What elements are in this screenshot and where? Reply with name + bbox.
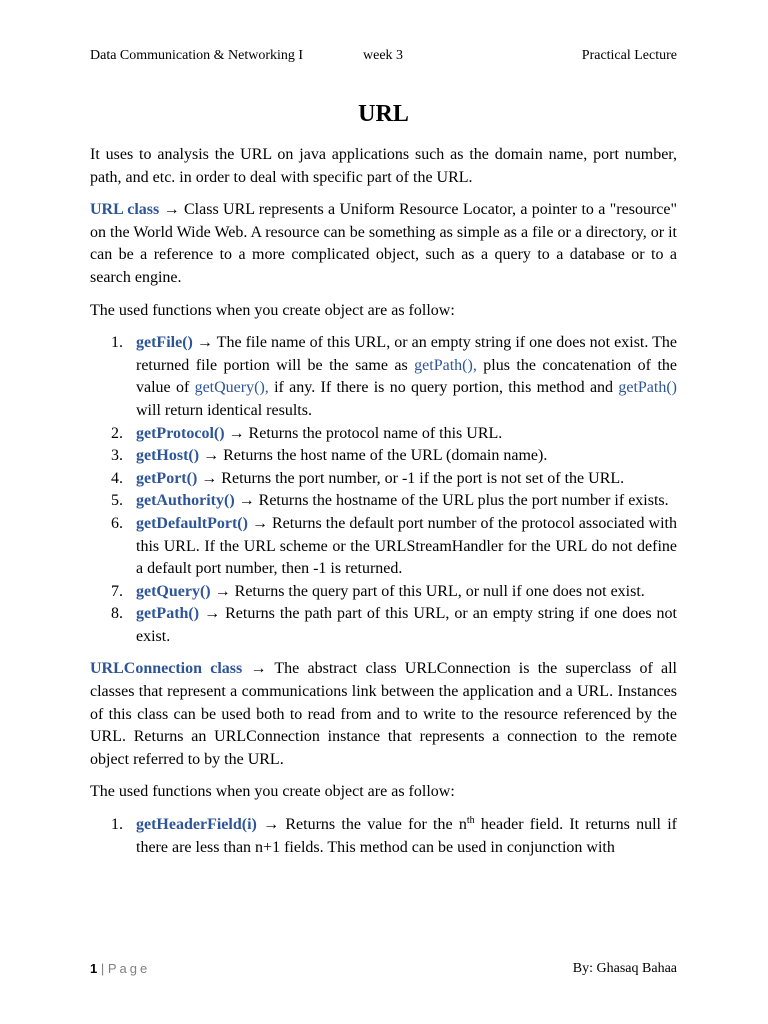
page-indicator <box>90 958 150 980</box>
document-body <box>90 96 677 869</box>
function-name: getPath() <box>136 605 200 623</box>
urlconnection-class-description: The abstract class URLConnection is the superclass of all classes that represent a communications link between the application and a URL. Instances of this class can be used both to read from and to write to the resource referenced by the URL. Returns an URLConnection instance that represents a connection to the remote object referred to by the URL. <box>90 660 678 768</box>
list-item <box>90 581 677 604</box>
arrow-icon: → <box>250 660 267 678</box>
list-number: 3. <box>111 447 123 465</box>
function-description: header field. It returns null if there are less than n+1 fields. This method can be used in conjunction with <box>136 816 678 856</box>
list-number: 7. <box>111 582 123 600</box>
page-footer <box>90 958 677 980</box>
function-name: getQuery() <box>136 582 211 600</box>
functions-intro-1: The used functions when you create object are as follow: <box>90 301 455 319</box>
intro-paragraph: It uses to analysis the URL on java applications such as the domain name, port number, path, and etc. in order to deal with specific part of the URL. <box>90 146 677 186</box>
url-class-label: URL class <box>90 201 160 219</box>
list-number: 1. <box>111 816 123 834</box>
urlconnection-class-paragraph <box>90 658 677 771</box>
function-reference: getPath(), <box>414 356 477 374</box>
function-reference: getPath() <box>618 379 677 397</box>
function-name: getHost() <box>136 447 200 465</box>
list-item <box>90 468 677 491</box>
list-item <box>90 445 677 468</box>
arrow-icon: → <box>203 447 220 465</box>
header-lecture-type: Practical Lecture <box>581 48 677 63</box>
list-number: 2. <box>111 424 123 442</box>
list-number: 6. <box>111 514 123 532</box>
header-week: week 3 <box>363 48 404 63</box>
page-separator: | <box>100 961 105 976</box>
arrow-icon: → <box>228 424 245 442</box>
url-class-paragraph <box>90 199 677 289</box>
arrow-icon: → <box>201 469 218 487</box>
urlconnection-class-label: URLConnection class <box>90 660 243 678</box>
function-name: getHeaderField(i) <box>136 816 257 834</box>
arrow-icon: → <box>204 605 221 623</box>
arrow-icon: → <box>196 334 213 352</box>
function-description: Returns the port number, or -1 if the port is not set of the URL. <box>217 469 625 487</box>
function-description: Returns the hostname of the URL plus the port number if exists. <box>254 492 669 510</box>
list-number: 1. <box>111 334 123 352</box>
document-title: URL <box>358 101 409 127</box>
list-item <box>90 513 677 581</box>
function-description: Returns the host name of the URL (domain name). <box>219 447 548 465</box>
arrow-icon: → <box>214 582 231 600</box>
url-functions-list <box>90 332 677 648</box>
function-name: getDefaultPort() <box>136 514 248 532</box>
function-description: plus the concatenation of the value of <box>136 356 678 397</box>
list-number: 5. <box>111 492 123 510</box>
list-item <box>90 490 677 513</box>
connection-functions-list <box>90 814 677 859</box>
arrow-icon: → <box>163 201 180 219</box>
function-reference: getQuery(), <box>194 379 269 397</box>
function-description: Returns the path part of this URL, or an empty string if one does not exist. <box>136 605 678 645</box>
url-class-description: Class URL represents a Uniform Resource Locator, a pointer to a "resource" on the World Wide Web. A resource can be something as simple as a file or a directory, or it can be a reference to a more complicated object, such as a query to a database or to a search engine. <box>90 201 678 286</box>
arrow-icon: → <box>251 514 268 532</box>
function-description: Returns the default port number of the protocol associated with this URL. If the URL scheme or the URLStreamHandler for the URL do not define a default port number, then -1 is returned. <box>136 514 678 578</box>
functions-intro-2: The used functions when you create object are as follow: <box>90 783 455 801</box>
arrow-icon: → <box>263 816 280 834</box>
page-number: 1 <box>90 961 98 976</box>
page-header <box>90 46 677 66</box>
author-credit: By: Ghasaq Bahaa <box>572 961 677 976</box>
function-name: getFile() <box>136 334 193 352</box>
header-course: Data Communication & Networking I <box>90 48 304 63</box>
list-number: 8. <box>111 605 123 623</box>
function-description: will return identical results. <box>136 401 312 419</box>
list-item <box>90 814 677 859</box>
function-description: The file name of this URL, or an empty string if one does not exist. The returned file portion will be the same as <box>136 334 678 374</box>
function-description: Returns the protocol name of this URL. <box>244 424 503 442</box>
page-word: Page <box>107 961 151 976</box>
function-name: getPort() <box>136 469 198 487</box>
superscript: th <box>466 815 475 827</box>
list-item <box>90 332 677 422</box>
list-item <box>90 603 677 648</box>
function-name: getProtocol() <box>136 424 225 442</box>
function-description: Returns the value for the n <box>279 816 467 834</box>
list-item <box>90 423 677 446</box>
function-description: Returns the query part of this URL, or null if one does not exist. <box>230 582 645 600</box>
function-description: if any. If there is no query portion, this method and <box>268 379 619 397</box>
arrow-icon: → <box>238 492 255 510</box>
function-name: getAuthority() <box>136 492 235 510</box>
list-number: 4. <box>111 469 123 487</box>
